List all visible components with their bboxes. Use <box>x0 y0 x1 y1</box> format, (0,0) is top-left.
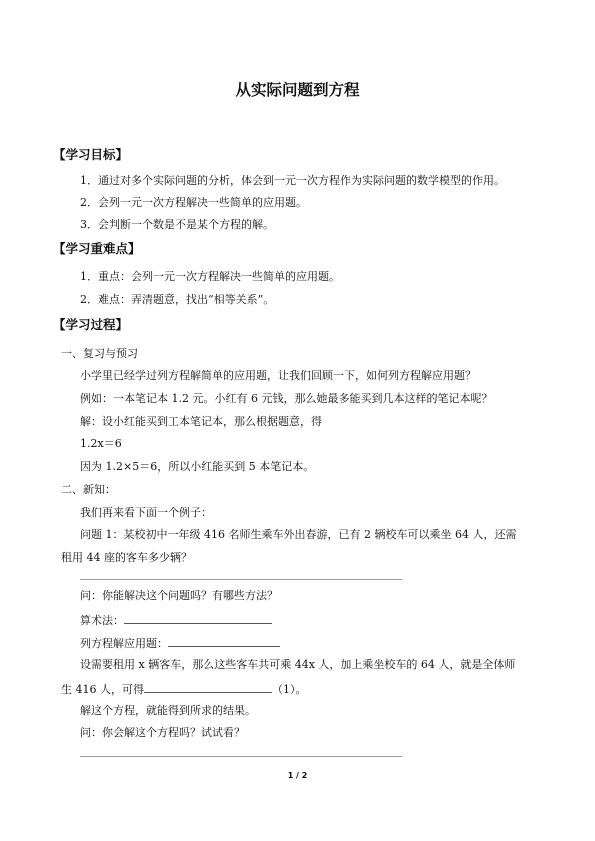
problem-text: 租用 44 座的客车多少辆？ <box>61 551 192 564</box>
equation-blank <box>144 681 272 693</box>
review-conclusion: 因为 1.2×5＝6，所以小红能买到 5 本笔记本。 <box>80 460 315 473</box>
equation-method-label: 列方程解应用题： <box>80 637 168 650</box>
page-number: 1 / 2 <box>287 771 308 780</box>
question-solve: 问：你会解这个方程吗？试试看？ <box>80 726 245 739</box>
equation-number: （1）。 <box>272 683 307 696</box>
key-point-item: 2．难点：弄清题意，找出“相等关系”。 <box>80 293 275 306</box>
new-section-title: 二、新知： <box>61 483 116 496</box>
document-title: 从实际问题到方程 <box>235 81 360 99</box>
process-heading: 【学习过程】 <box>53 317 129 332</box>
new-intro: 我们再来看下面一个例子： <box>80 506 212 519</box>
equation-method-row <box>80 635 280 651</box>
objectives-heading: 【学习目标】 <box>53 147 129 162</box>
answer-line <box>80 579 402 580</box>
answer-line <box>80 756 402 757</box>
review-intro: 小学里已经学过列方程解简单的应用题，让我们回顾一下，如何列方程解应用题？ <box>80 369 476 382</box>
review-solution: 解：设小红能买到工本笔记本，那么根据题意，得 <box>80 415 322 428</box>
setup-text: 生 416 人，可得 <box>61 683 144 696</box>
key-points-heading: 【学习重难点】 <box>53 241 141 256</box>
review-example: 例如：一本笔记本 1.2 元。小红有 6 元钱，那么她最多能买到几本这样的笔记本呢？ <box>80 392 493 405</box>
question-methods: 问：你能解决这个问题吗？有哪些方法？ <box>80 589 278 602</box>
review-equation: 1.2x＝6 <box>80 437 122 450</box>
setup-equation-row <box>61 681 307 697</box>
objective-item: 3．会判断一个数是不是某个方程的解。 <box>80 218 274 231</box>
problem-text: 问题 1：某校初中一年级 416 名师生乘车外出春游，已有 2 辆校车可以乘坐 64 人，还需 <box>80 528 517 541</box>
key-point-item: 1．重点：会列一元一次方程解决一些简单的应用题。 <box>80 270 340 283</box>
solve-text: 解这个方程，就能得到所求的结果。 <box>80 704 256 717</box>
objective-item: 2．会列一元一次方程解决一些简单的应用题。 <box>80 196 307 209</box>
equation-answer-blank <box>168 635 280 647</box>
arithmetic-method-label: 算术法： <box>80 614 124 627</box>
review-section-title: 一、复习与预习 <box>61 347 138 360</box>
arithmetic-answer-blank <box>124 612 272 624</box>
objective-item: 1．通过对多个实际问题的分析，体会到一元一次方程作为实际问题的数学模型的作用。 <box>80 174 505 187</box>
arithmetic-method-row <box>80 612 272 628</box>
setup-text: 设需要租用 x 辆客车，那么这些客车共可乘 44x 人，加上乘坐校车的 64 人，就是全体师 <box>80 658 516 671</box>
